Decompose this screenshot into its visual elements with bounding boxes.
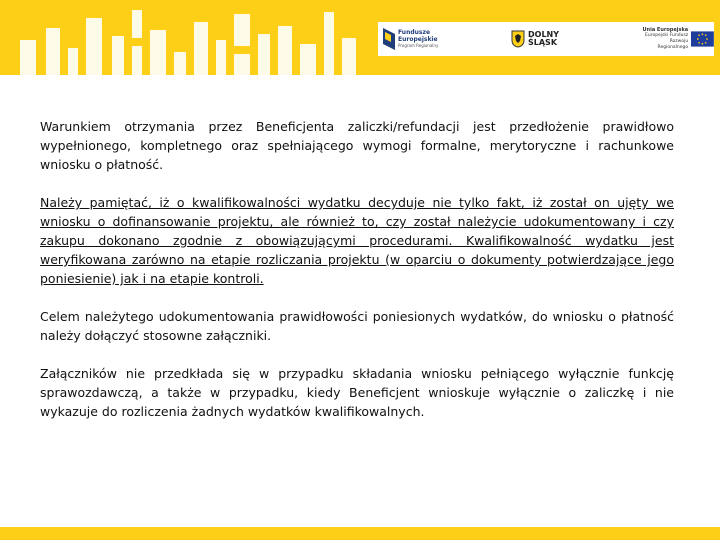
logo-strip <box>378 22 714 56</box>
paragraph-2-underlined: Należy pamiętać, iż o kwalifikowalności wydatku decyduje nie tylko fakt, iż został on ujęty we wniosku o dofinansowanie projektu, ale również to, czy został należycie udokumentowany i czy zakupu dokonano zgodnie z obowiązującymi procedurami. Kwalifikowalność wydatku jest weryfikowana zarówno na etapie rozliczania projektu (w oparciu o dokumenty potwierdzające jego poniesienie) jak i na etapie kontroli. <box>40 195 674 286</box>
ue-text-line1: Unia Europejska <box>642 26 689 33</box>
fe-emblem-icon <box>383 28 395 50</box>
ue-text-line2: Europejski Fundusz <box>645 33 689 39</box>
ue-text-line3: Rozwoju Regionalnego <box>657 39 689 51</box>
paragraph-1: Warunkiem otrzymania przez Beneficjenta zaliczki/refundacji jest przedłożenie prawidłowo wypełnionego, kompletnego oraz spełniającego wymogi formalne, merytoryczne i rachunkowe wniosku o płatność. <box>40 119 674 172</box>
ds-text-line1: DOLNY <box>528 29 560 39</box>
fe-text-line1: Fundusze <box>398 28 431 36</box>
fe-text-line3: Program Regionalny <box>398 42 439 48</box>
unia-europejska-logo <box>640 22 714 56</box>
document-body <box>40 117 674 440</box>
eu-flag-icon <box>691 31 714 47</box>
ds-text-line2: ŚLĄSK <box>528 38 558 47</box>
paragraph-3: Celem należytego udokumentowania prawidłowości poniesionych wydatków, do wniosku o płatność należy dołączyć stosowne załączniki. <box>40 309 674 343</box>
header-band <box>0 0 720 75</box>
paragraph-4: Załączników nie przedkłada się w przypadku składania wniosku pełniącego wyłącznie funkcję sprawozdawczą, a także w przypadku, kiedy Beneficjent wnioskuje wyłącznie o zaliczkę i nie wykazuje do rozliczenia żadnych wydatków kwalifikowalnych. <box>40 366 674 419</box>
fe-text-line2: Europejskie <box>398 35 438 43</box>
eagle-crest-icon <box>511 30 525 48</box>
dolny-slask-logo <box>511 22 559 56</box>
decorative-pattern <box>0 0 380 75</box>
footer-band <box>0 527 720 540</box>
fundusze-europejskie-logo <box>383 22 438 56</box>
